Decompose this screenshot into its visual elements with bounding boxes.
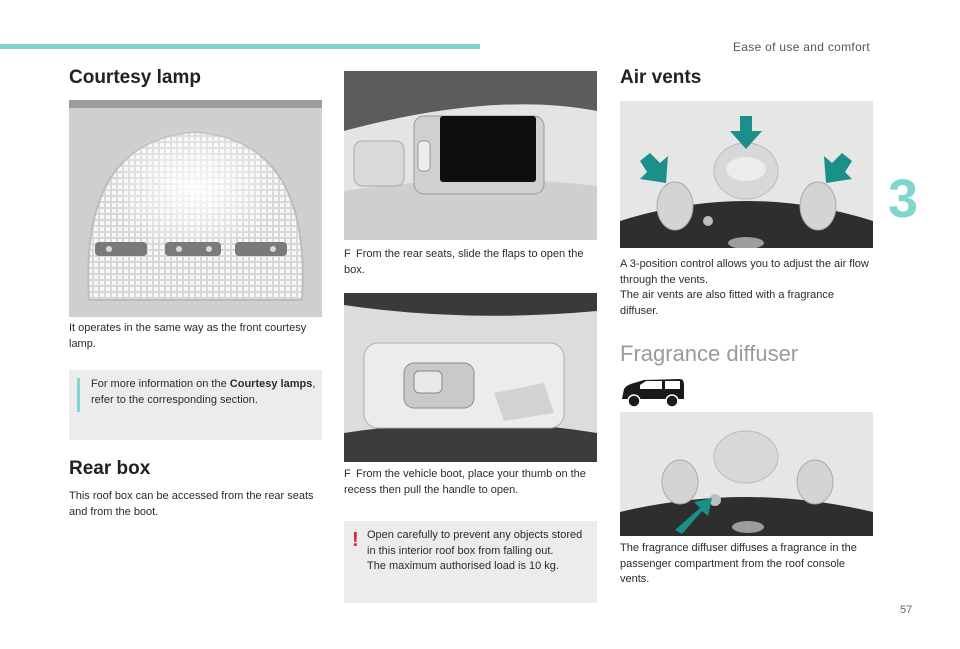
- air-vents-text-1: A 3-position control allows you to adjust the air flow through the vents.: [620, 258, 869, 286]
- air-vents-image: [620, 101, 873, 248]
- rear-box-text: This roof box can be accessed from the rear seats and from the boot.: [69, 490, 314, 518]
- rear-box-boot-image: [344, 293, 597, 462]
- warning-line-2: The maximum authorised load is 10 kg.: [367, 560, 559, 572]
- air-vents-text-2: The air vents are also fitted with a fragrance diffuser.: [620, 289, 834, 317]
- step-2: [344, 467, 596, 498]
- courtesy-lamp-image: [69, 100, 322, 317]
- info-box: [69, 370, 322, 440]
- step-1-text: From the rear seats, slide the flaps to open the box.: [344, 248, 584, 276]
- rear-box-heading: Rear box: [69, 458, 151, 479]
- step-2-text: From the vehicle boot, place your thumb on the recess then pull the handle to open.: [344, 468, 586, 496]
- air-vents-text: [620, 257, 875, 319]
- step-1: [344, 247, 596, 278]
- page-number: 57: [900, 604, 913, 616]
- warning-text: [367, 528, 592, 575]
- rear-box-seats-image: [344, 71, 597, 240]
- info-text: [91, 377, 319, 408]
- info-text-post: , refer to the corresponding section.: [91, 378, 316, 406]
- fragrance-text: The fragrance diffuser diffuses a fragrance in the passenger compartment from the roof console vents.: [620, 542, 857, 585]
- air-vents-heading: Air vents: [620, 67, 702, 88]
- header-accent-bar: [0, 44, 480, 49]
- warning-box: [344, 521, 597, 603]
- warning-line-1: Open carefully to prevent any objects stored in this interior roof box from falling out.: [367, 529, 583, 557]
- vehicle-icon: [620, 377, 686, 409]
- fragrance-diffuser-image: [620, 412, 873, 536]
- info-icon: [77, 378, 80, 412]
- courtesy-lamp-text: It operates in the same way as the front courtesy lamp.: [69, 322, 307, 350]
- section-title: Ease of use and comfort: [733, 40, 870, 54]
- chapter-number: 3: [888, 169, 919, 229]
- warning-icon: !: [352, 529, 359, 551]
- bullet-icon: F: [344, 468, 351, 480]
- info-text-pre: For more information on the: [91, 378, 230, 390]
- courtesy-lamp-heading: Courtesy lamp: [69, 67, 201, 88]
- fragrance-heading: Fragrance diffuser: [620, 341, 799, 366]
- info-link-courtesy-lamps[interactable]: Courtesy lamps: [229, 378, 313, 390]
- bullet-icon: F: [344, 248, 351, 260]
